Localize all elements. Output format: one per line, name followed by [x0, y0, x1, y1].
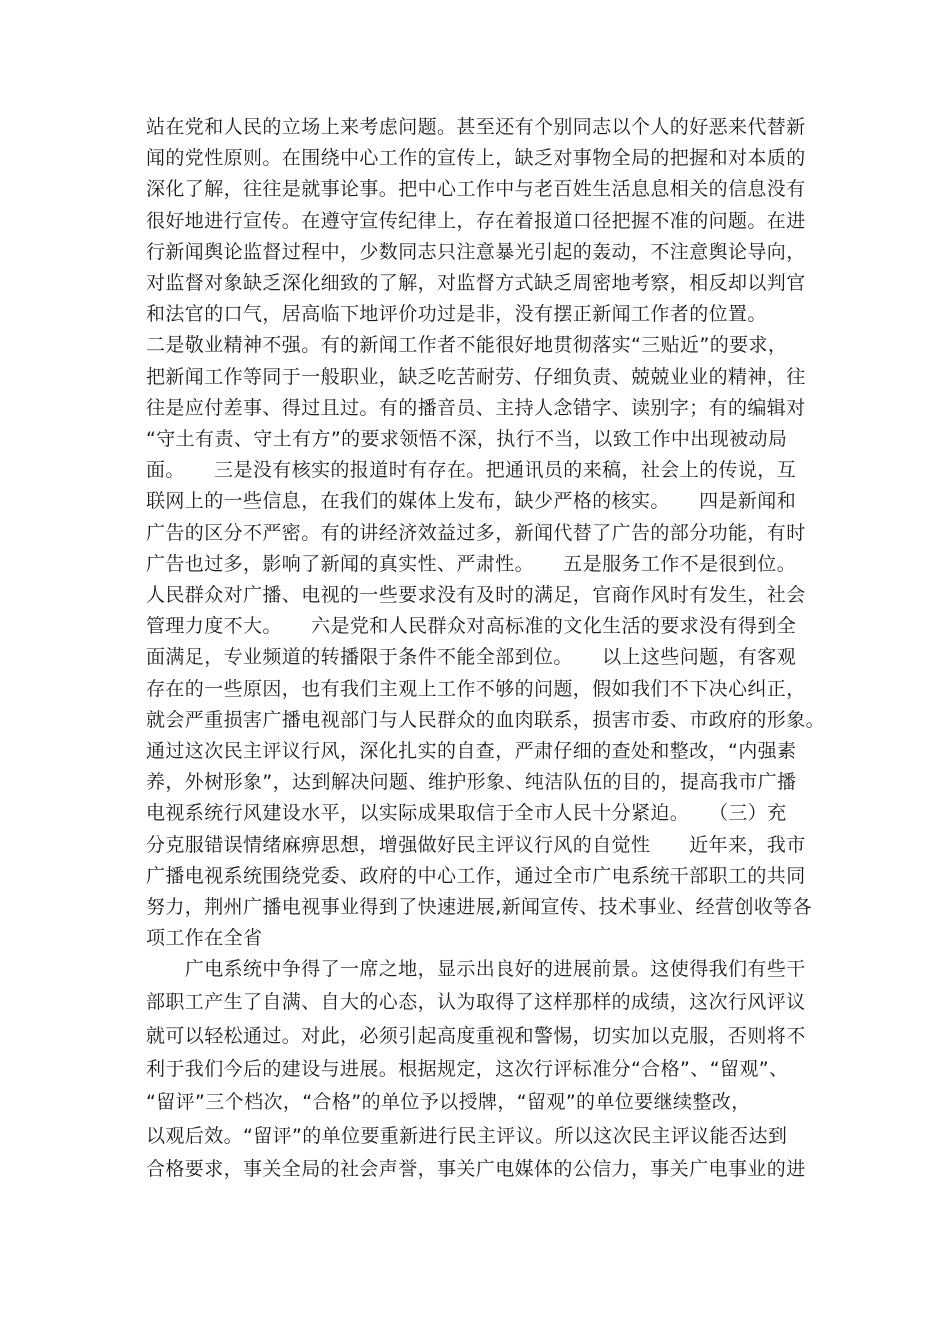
text-line: 行新闻舆论监督过程中，少数同志只注意暴光引起的轰动，不注意舆论导向，	[146, 240, 806, 263]
text-line: 站在党和人民的立场上来考虑问题。甚至还有个别同志以个人的好恶来代替新	[146, 116, 806, 138]
text-line: 分克服错误情绪麻痹思想，增强做好民主评议行风的自觉性 近年来，我市	[146, 833, 806, 856]
text-line: 就会严重损害广播电视部门与人民群众的血肉联系，损害市委、市政府的形象。	[146, 708, 826, 731]
text-line: “留评”三个档次，“合格”的单位予以授牌，“留观”的单位要继续整改，	[146, 1091, 751, 1114]
text-line: “守土有责、守土有方”的要求领悟不深，执行不当，以致工作中出现被动局	[146, 428, 788, 450]
text-line: 努力，荆州广播电视事业得到了快速进展,新闻宣传、技术事业、经营创收等各	[146, 896, 813, 918]
text-line: 广告也过多，影响了新闻的真实性、严肃性。 五是服务工作不是很到位。	[146, 552, 797, 575]
text-line: 存在的一些原因，也有我们主观上工作不够的问题，假如我们不下决心纠正，	[146, 677, 806, 700]
text-line: 部职工产生了自满、自大的心态，认为取得了这样那样的成绩，这次行风评议	[146, 991, 806, 1014]
text-line: 养，外树形象”，达到解决问题、维护形象、纯洁队伍的目的，提高我市广播	[146, 771, 797, 794]
text-line: 利于我们今后的建设与进展。根据规定，这次行评标准分“合格”、“留观”、	[146, 1057, 789, 1080]
text-line: 就可以轻松通过。对此，必须引起高度重视和警惕，切实加以克服，否则将不	[146, 1024, 806, 1047]
text-line: 广电系统中争得了一席之地，显示出良好的进展前景。这使得我们有些干	[146, 958, 806, 980]
text-line: 管理力度不大。 六是党和人民群众对高标准的文化生活的要求没有得到全	[146, 615, 797, 638]
text-line: 联网上的一些信息，在我们的媒体上发布，缺少严格的核实。 四是新闻和	[146, 490, 797, 513]
text-line: 二是敬业精神不强。有的新闻工作者不能很好地贯彻落实“三贴近”的要求，	[146, 334, 788, 357]
text-line: 对监督对象缺乏深化细致的了解，对监督方式缺乏周密地考察，相反却以判官	[146, 272, 806, 294]
text-line: 深化了解，往往是就事论事。把中心工作中与老百姓生活息息相关的信息没有	[146, 178, 806, 201]
text-line: 通过这次民主评议行风，深化扎实的自查，严肃仔细的查处和整改，“内强素	[146, 740, 797, 762]
text-line: 和法官的口气，居高临下地评价功过是非，没有摆正新闻工作者的位置。	[146, 303, 767, 326]
text-line: 人民群众对广播、电视的一些要求没有及时的满足，官商作风时有发生，社会	[146, 584, 806, 606]
text-line: 很好地进行宣传。在遵守宣传纪律上，存在着报道口径把握不准的问题。在进	[146, 209, 806, 232]
text-line: 广播电视系统围绕党委、政府的中心工作，通过全市广电系统干部职工的共同	[146, 864, 806, 887]
text-line: 以观后效。“留评”的单位要重新进行民主评议。所以这次民主评议能否达到	[146, 1124, 788, 1147]
text-line: 电视系统行风建设水平，以实际成果取信于全市人民十分紧迫。 （三）充	[146, 802, 787, 825]
text-line: 把新闻工作等同于一般职业，缺乏吃苦耐劳、仔细负责、兢兢业业的精神，往	[146, 365, 806, 388]
text-line: 项工作在全省	[146, 927, 263, 950]
text-line: 合格要求，事关全局的社会声誉，事关广电媒体的公信力，事关广电事业的进	[146, 1157, 806, 1180]
text-line: 广告的区分不严密。有的讲经济效益过多，新闻代替了广告的部分功能，有时	[146, 521, 806, 544]
text-line: 闻的党性原则。在围绕中心工作的宣传上，缺乏对事物全局的把握和对本质的	[146, 147, 806, 170]
text-line: 往是应付差事、得过且过。有的播音员、主持人念错字、读别字；有的编辑对	[146, 396, 806, 419]
text-line: 面。 三是没有核实的报道时有存在。把通讯员的来稿，社会上的传说，互	[146, 459, 797, 482]
text-line: 面满足，专业频道的转播限于条件不能全部到位。 以上这些问题，有客观	[146, 646, 797, 669]
